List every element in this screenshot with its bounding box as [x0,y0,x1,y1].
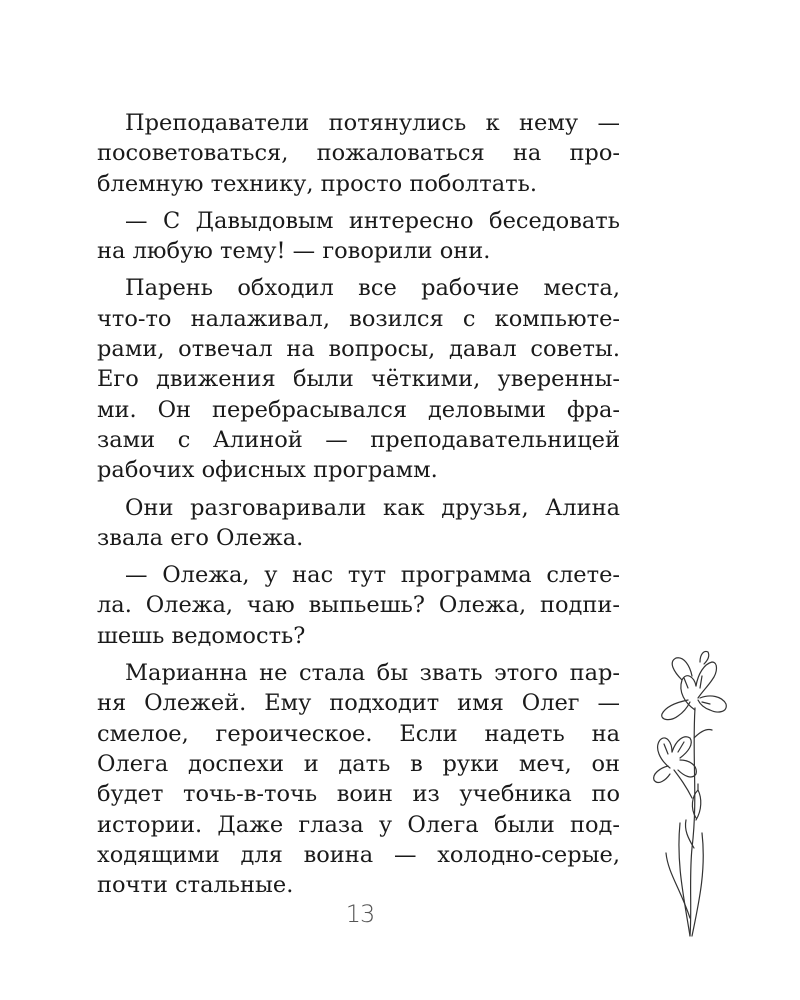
text-line: ми. Он перебрасывался деловыми фра- [97,396,620,423]
text-line: истории. Даже глаза у Олега были под- [97,811,620,838]
text-line: звала его Олежа. [97,524,304,551]
body-text [97,108,620,900]
text-line: — С Давыдовым интересно беседовать [125,207,620,234]
text-line: на любую тему! — говорили они. [97,238,491,265]
text-line: Парень обходил все рабочие места, [125,275,620,302]
text-line: рами, отвечал на вопросы, давал советы. [97,336,620,363]
text-line: Олега доспехи и дать в руки меч, он [97,750,620,777]
text-line: ла. Олежа, чаю выпьешь? Олежа, подпи- [97,592,620,619]
text-line: посоветоваться, пожаловаться на про- [97,140,620,167]
text-line: рабочих офисных программ. [97,457,438,484]
page-number: 13 [345,900,375,928]
iris-flower-icon [640,648,750,938]
text-line: будет точь-в-точь воин из учебника по [97,781,620,808]
text-line: что-то налаживал, возился с компьюте- [97,305,620,332]
text-line: Они разговаривали как друзья, Алина [125,494,620,521]
text-line: Его движения были чёткими, уверенны- [97,366,620,393]
text-line: ня Олежей. Ему подходит имя Олег — [97,690,620,717]
text-line: зами с Алиной — преподавательницей [97,426,620,453]
text-line: шешь ведомость? [97,622,306,649]
text-line: ходящими для воина — холодно-серые, [97,841,620,868]
text-line: Марианна не стала бы звать этого пар- [125,660,620,687]
text-line: Преподаватели потянулись к нему — [125,110,620,136]
text-line: смелое, героическое. Если надеть на [97,720,620,747]
text-line: почти стальные. [97,872,294,899]
text-line: блемную технику, просто поболтать. [97,170,538,197]
text-line: — Олежа, у нас тут программа слете- [125,562,620,589]
